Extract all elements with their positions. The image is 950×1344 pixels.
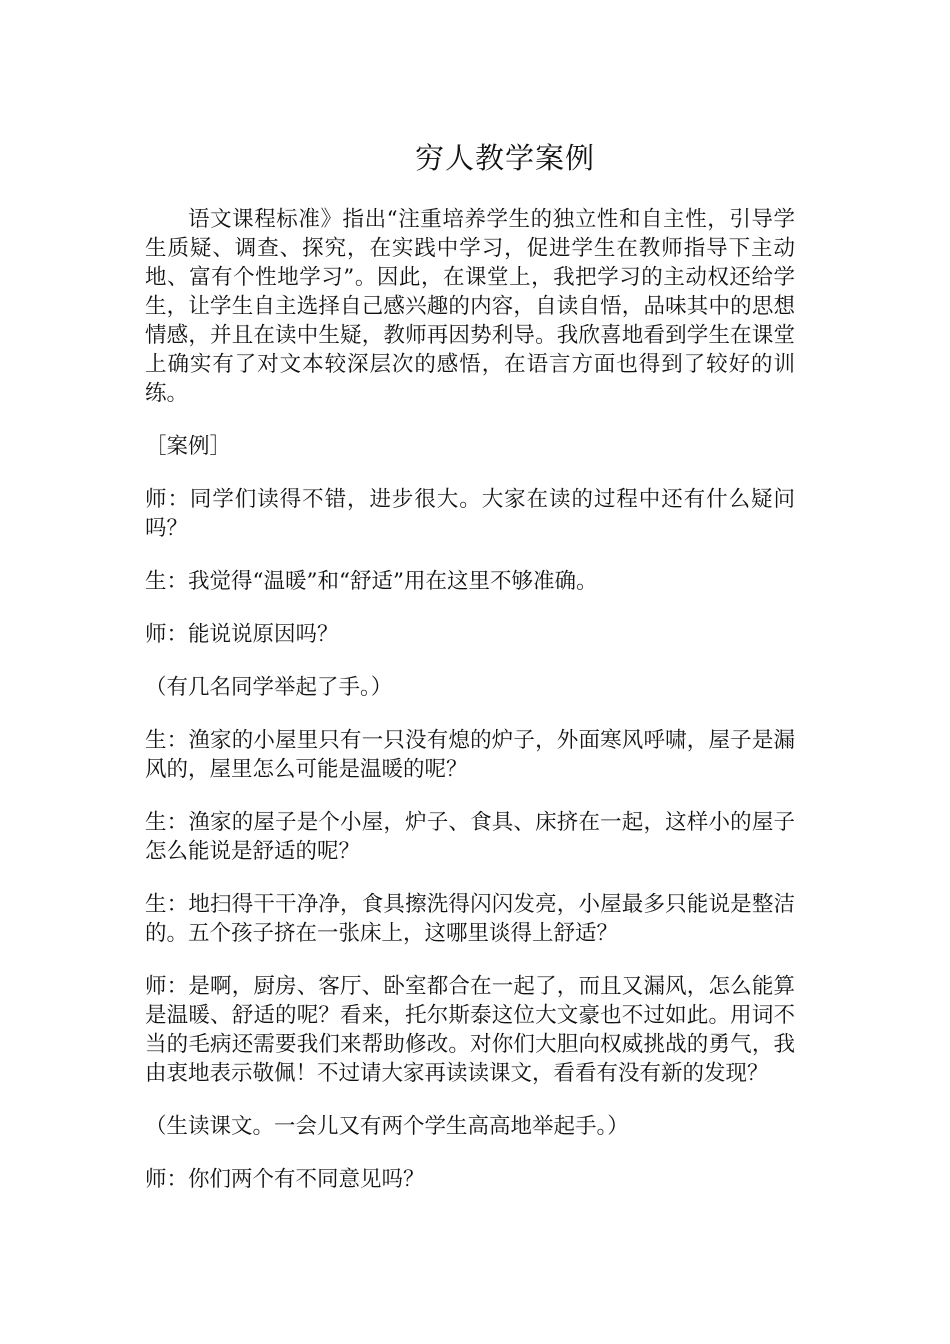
dialogue-line: 生：渔家的小屋里只有一只没有熄的炉子，外面寒风呼啸，屋子是漏风的，屋里怎么可能是温暖的呢？ (145, 728, 795, 782)
document-title: 穷人教学案例 (414, 141, 595, 175)
case-heading: ［案例］ (145, 434, 232, 459)
dialogue-line: 生：渔家的屋子是个小屋，炉子、食具、床挤在一起，这样小的屋子怎么能说是舒适的呢？ (145, 810, 795, 864)
dialogue-line: 师：是啊，厨房、客厅、卧室都合在一起了，而且又漏风，怎么能算是温暖、舒适的呢？看来，托尔斯泰这位大文豪也不过如此。用词不当的毛病还需要我们来帮助修改。对你们大胆向权威挑战的勇气，我由衷地表示敬佩！不过请大家再读读课文，看看有没有新的发现？ (145, 974, 795, 1086)
dialogue-line: 师：同学们读得不错，进步很大。大家在读的过程中还有什么疑问吗？ (145, 487, 795, 541)
dialogue-line: 师：能说说原因吗？ (145, 622, 339, 647)
intro-paragraph: 语文课程标准》指出“注重培养学生的独立性和自主性，引导学生质疑、调查、探究，在实践中学习，促进学生在教师指导下主动地、富有个性地学习”。因此，在课堂上，我把学习的主动权还给学生，让学生自主选择自己感兴趣的内容，自读自悟，品味其中的思想情感，并且在读中生疑，教师再因势利导。我欣喜地看到学生在课堂上确实有了对文本较深层次的感悟，在语言方面也得到了较好的训练。 (145, 207, 795, 406)
dialogue-line: 生：地扫得干干净净，食具擦洗得闪闪发亮，小屋最多只能说是整洁的。五个孩子挤在一张床上，这哪里谈得上舒适？ (145, 892, 795, 946)
dialogue-line: 师：你们两个有不同意见吗？ (145, 1167, 425, 1192)
stage-note: （生读课文。一会儿又有两个学生高高地举起手。） (145, 1114, 629, 1139)
stage-note: （有几名同学举起了手。） (145, 675, 393, 700)
dialogue-line: 生：我觉得“温暖”和“舒适”用在这里不够准确。 (145, 569, 598, 594)
document-body (145, 205, 795, 1218)
